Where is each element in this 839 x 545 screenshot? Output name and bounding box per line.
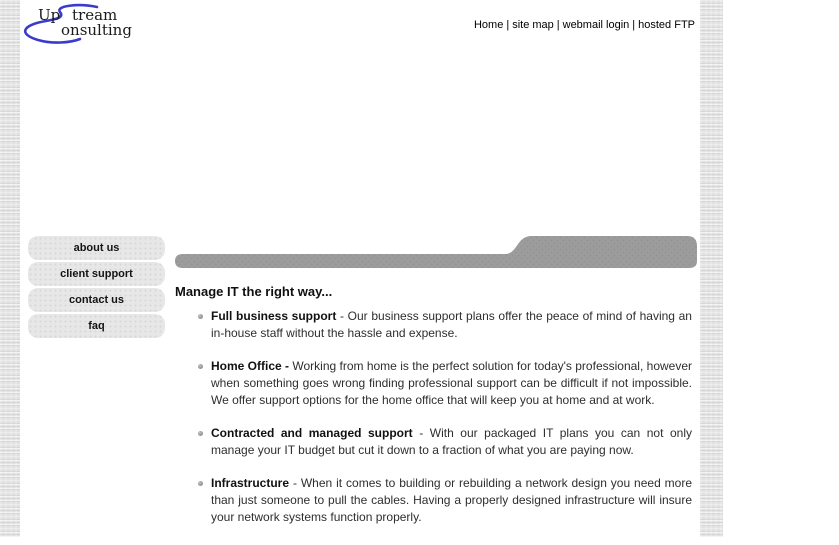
list-item-text: - When it comes to building or rebuilding a network design you need more than just someone to pull the cables. Having a properly designed infrastructure will insure your network systems function properly. — [211, 476, 692, 524]
list-item-lead: Home Office - — [211, 359, 290, 373]
top-nav — [474, 19, 695, 31]
list-item — [175, 308, 696, 342]
sidebar-item-faq[interactable]: faq — [28, 314, 165, 338]
sidebar-item-about-us[interactable]: about us — [28, 236, 165, 260]
list-item-lead: Infrastructure — [211, 476, 290, 490]
tab-home[interactable]: home — [769, 245, 805, 259]
list-item — [175, 475, 696, 526]
list-item-text: Working from home is the perfect solution for today's professional, however when something goes wrong finding professional support can be difficult if not impossible. We offer support options for the home office that will keep you at home and at work. — [211, 359, 692, 407]
top-nav-link-home[interactable]: Home — [473, 19, 504, 31]
logo[interactable] — [0, 0, 170, 52]
top-nav-link-webmail-login[interactable]: webmail login — [562, 19, 630, 31]
tab-bar-shape — [175, 236, 697, 268]
nav-separator: | — [632, 19, 636, 31]
nav-separator: | — [556, 19, 560, 31]
top-nav-link-hosted-ftp[interactable]: hosted FTP — [638, 19, 695, 31]
bullet-icon — [198, 364, 203, 369]
tab-bar — [175, 236, 805, 268]
sidebar-item-client-support[interactable]: client support — [28, 262, 165, 286]
bullet-icon — [198, 431, 203, 436]
bullet-icon — [198, 481, 203, 486]
sidebar — [28, 236, 165, 340]
list-item-text: - Our business support plans offer the peace of mind of having an in-house staff without the hassle and expense. — [211, 309, 692, 340]
feature-list — [175, 308, 696, 542]
list-item-lead: Contracted and managed support — [211, 426, 413, 440]
right-texture-strip — [700, 0, 723, 537]
page-title: Manage IT the right way... — [175, 283, 333, 299]
logo-text-onsulting: onsulting — [61, 21, 132, 39]
list-item-lead: Full business support — [211, 309, 337, 323]
top-nav-link-site-map[interactable]: site map — [512, 19, 554, 31]
left-texture-strip — [0, 0, 20, 537]
logo-text-tream: tream — [72, 6, 118, 24]
logo-text-up: Up — [38, 6, 61, 24]
nav-separator: | — [506, 19, 510, 31]
bullet-icon — [198, 314, 203, 319]
list-item — [175, 425, 696, 459]
list-item-text: - With our packaged IT plans you can not only manage your IT budget but cut it down to a fraction of what you are paying now. — [211, 426, 692, 457]
list-item — [175, 358, 696, 409]
sidebar-item-contact-us[interactable]: contact us — [28, 288, 165, 312]
